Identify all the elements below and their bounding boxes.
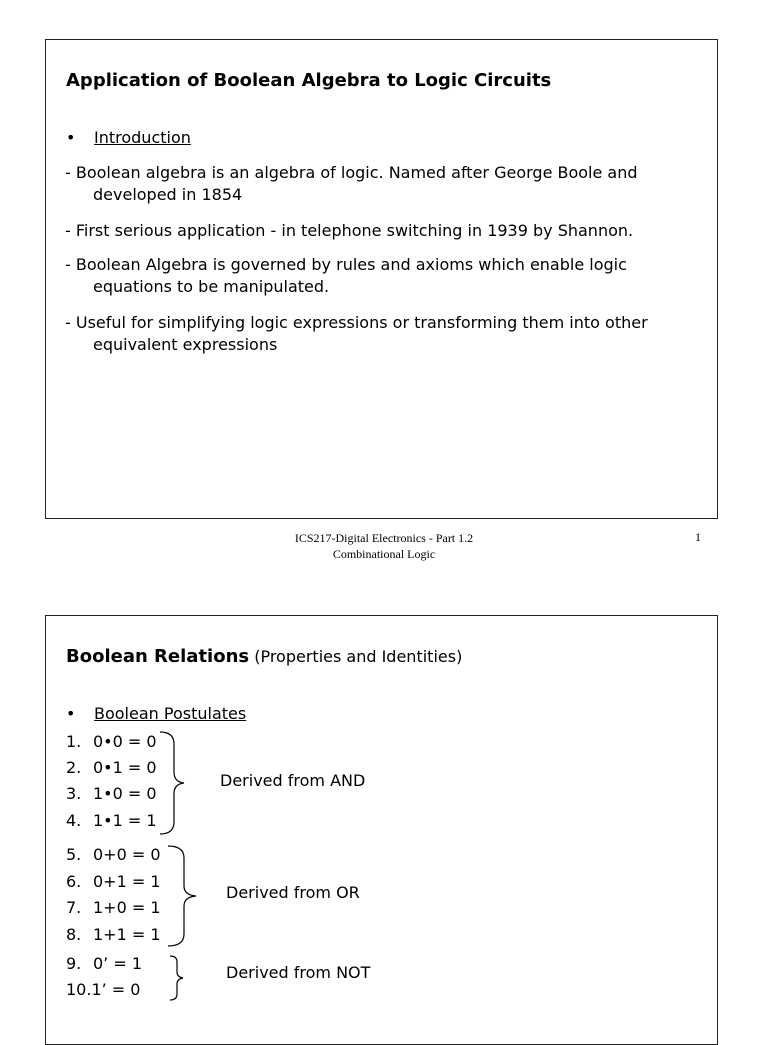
postulate-5 (66, 845, 161, 865)
bullet-dot: • (66, 128, 76, 147)
footer-line-1: ICS217-Digital Electronics - Part 1.2 (294, 531, 474, 545)
postulate-1 (66, 732, 157, 752)
postulate-expression: 0•0 = 0 (93, 732, 157, 751)
slide-2-title-subtitle: (Properties and Identities) (249, 647, 463, 666)
postulate-number: 7. (66, 898, 82, 917)
postulate-3 (66, 784, 157, 804)
slide-footer (0, 530, 768, 562)
postulate-number: 6. (66, 872, 82, 891)
slide-1 (45, 39, 718, 519)
postulate-expression: 0+0 = 0 (93, 845, 161, 864)
postulate-expression: 1•1 = 1 (93, 811, 157, 830)
postulates-heading: Boolean Postulates (94, 704, 247, 723)
paragraph-1: - Boolean algebra is an algebra of logic. Named after George Boole and developed in 1854 (65, 163, 638, 204)
slide-1-title: Application of Boolean Algebra to Logic Circuits (66, 70, 552, 91)
paragraph-3: - Boolean Algebra is governed by rules and axioms which enable logic equations to be manipulated. (65, 255, 627, 296)
postulate-6 (66, 872, 161, 892)
paragraph-4: - Useful for simplifying logic expressions or transforming them into other equivalent expressions (65, 313, 648, 354)
postulates-bullet (66, 704, 246, 723)
postulate-expression: 0•1 = 0 (93, 758, 157, 777)
postulate-10 (66, 980, 140, 1000)
slide-2-title (66, 646, 462, 667)
intro-heading: Introduction (94, 128, 191, 147)
page-number: 1 (695, 530, 701, 544)
postulate-number: 3. (66, 784, 82, 803)
postulate-expression: 1•0 = 0 (93, 784, 157, 803)
bullet-dot: • (66, 704, 76, 723)
postulate-expression: 1’ = 0 (91, 980, 141, 999)
or-group-label: Derived from OR (226, 883, 360, 902)
postulate-number: 10. (66, 980, 92, 999)
postulate-expression: 1+0 = 1 (93, 898, 161, 917)
and-brace-icon (158, 730, 188, 836)
postulate-2 (66, 758, 157, 778)
paragraph-2: - First serious application - in telephone switching in 1939 by Shannon. (65, 221, 634, 240)
postulate-number: 5. (66, 845, 82, 864)
postulate-number: 2. (66, 758, 82, 777)
postulate-number: 9. (66, 954, 82, 973)
or-brace-icon (166, 844, 200, 948)
postulate-expression: 1+1 = 1 (93, 925, 161, 944)
slide-2-title-bold: Boolean Relations (66, 646, 250, 667)
intro-bullet (66, 128, 191, 147)
postulate-number: 8. (66, 925, 82, 944)
slide-2 (45, 615, 718, 1045)
postulate-number: 4. (66, 811, 82, 830)
not-brace-icon (168, 954, 188, 1002)
postulate-9 (66, 954, 142, 974)
footer-line-2: Combinational Logic (332, 547, 436, 561)
postulate-4 (66, 811, 157, 831)
not-group-label: Derived from NOT (226, 963, 371, 982)
postulate-8 (66, 925, 161, 945)
postulate-expression: 0’ = 1 (93, 954, 143, 973)
postulate-7 (66, 898, 161, 918)
and-group-label: Derived from AND (220, 771, 366, 790)
postulate-number: 1. (66, 732, 82, 751)
postulate-expression: 0+1 = 1 (93, 872, 161, 891)
